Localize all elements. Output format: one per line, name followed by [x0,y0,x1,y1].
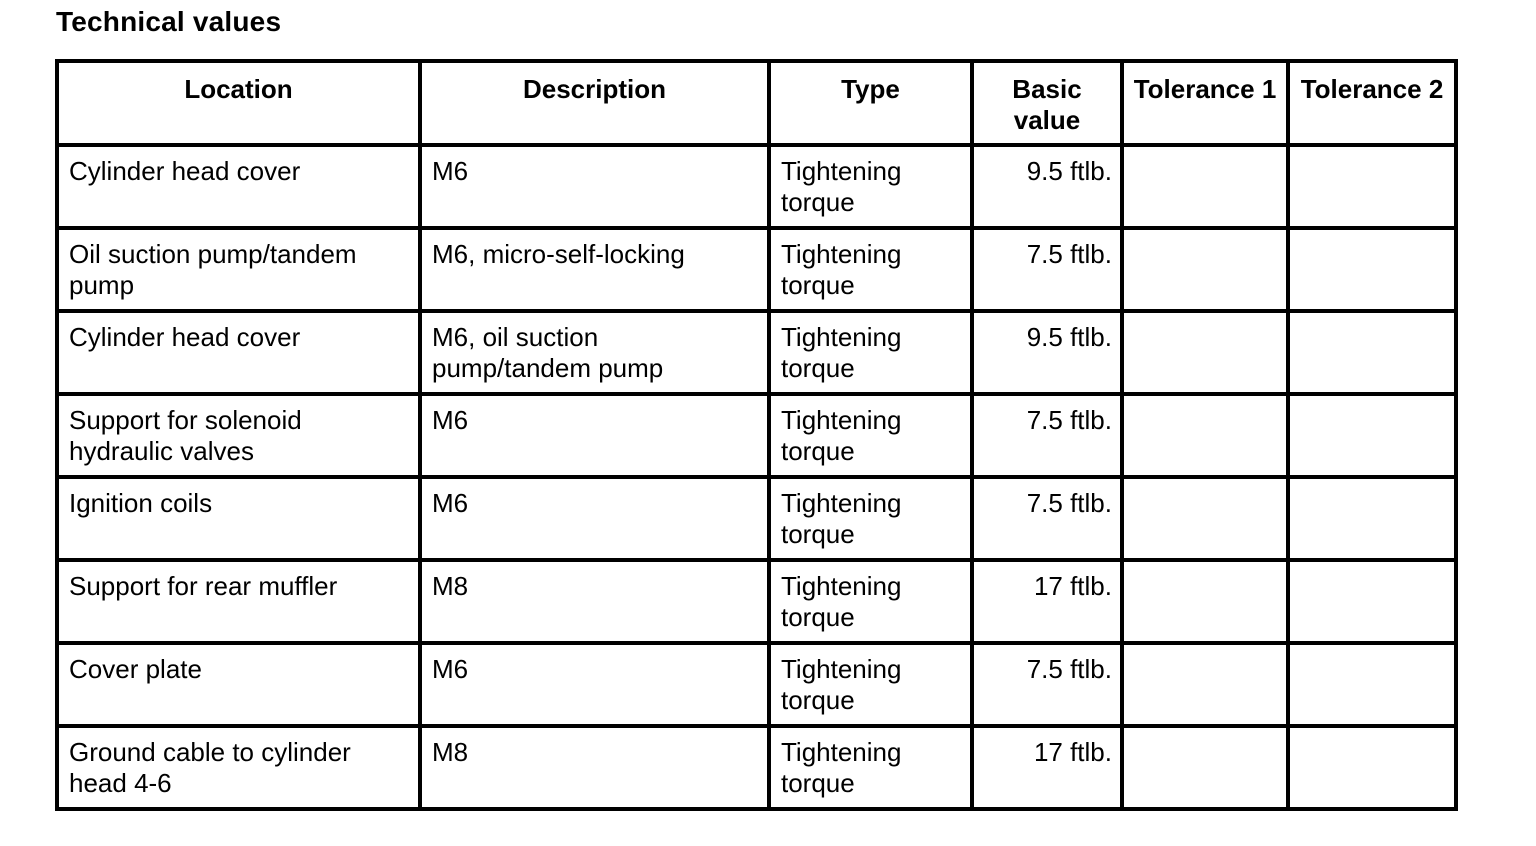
cell-tolerance-2 [1288,477,1456,560]
cell-type: Tightening torque [769,394,972,477]
cell-type: Tightening torque [769,311,972,394]
table-header-row [57,61,1456,145]
cell-location: Support for solenoid hydraulic valves [57,394,420,477]
cell-description: M6 [420,643,769,726]
table-row [57,311,1456,394]
cell-description: M8 [420,726,769,809]
cell-tolerance-1 [1122,394,1288,477]
cell-location: Cover plate [57,643,420,726]
cell-location: Cylinder head cover [57,145,420,228]
header-tolerance-2: Tolerance 2 [1288,61,1456,145]
header-location: Location [57,61,420,145]
cell-tolerance-1 [1122,145,1288,228]
cell-tolerance-2 [1288,560,1456,643]
table-row [57,145,1456,228]
cell-location: Ignition coils [57,477,420,560]
cell-type: Tightening torque [769,228,972,311]
table-row [57,560,1456,643]
cell-tolerance-1 [1122,311,1288,394]
cell-location: Ground cable to cylinder head 4-6 [57,726,420,809]
cell-basic-value: 7.5 ftlb. [972,477,1122,560]
cell-basic-value: 7.5 ftlb. [972,394,1122,477]
cell-tolerance-2 [1288,643,1456,726]
cell-tolerance-2 [1288,228,1456,311]
cell-location: Oil suction pump/tandem pump [57,228,420,311]
cell-basic-value: 17 ftlb. [972,560,1122,643]
cell-tolerance-1 [1122,643,1288,726]
technical-values-table [55,59,1458,811]
table-row [57,228,1456,311]
table-row [57,643,1456,726]
header-tolerance-1: Tolerance 1 [1122,61,1288,145]
cell-tolerance-2 [1288,311,1456,394]
cell-tolerance-2 [1288,726,1456,809]
cell-description: M6 [420,477,769,560]
cell-basic-value: 7.5 ftlb. [972,643,1122,726]
table-row [57,477,1456,560]
cell-tolerance-1 [1122,560,1288,643]
cell-basic-value: 17 ftlb. [972,726,1122,809]
cell-description: M6, micro-self-locking [420,228,769,311]
cell-description: M6, oil suction pump/tandem pump [420,311,769,394]
cell-type: Tightening torque [769,477,972,560]
cell-tolerance-2 [1288,394,1456,477]
header-description: Description [420,61,769,145]
cell-type: Tightening torque [769,145,972,228]
header-basic-value: Basic value [972,61,1122,145]
cell-tolerance-1 [1122,477,1288,560]
cell-location: Cylinder head cover [57,311,420,394]
cell-location: Support for rear muffler [57,560,420,643]
cell-basic-value: 9.5 ftlb. [972,311,1122,394]
page-title: Technical values [56,6,282,37]
cell-type: Tightening torque [769,726,972,809]
header-type: Type [769,61,972,145]
cell-basic-value: 9.5 ftlb. [972,145,1122,228]
cell-description: M6 [420,394,769,477]
table-row [57,726,1456,809]
cell-type: Tightening torque [769,643,972,726]
cell-tolerance-1 [1122,228,1288,311]
cell-tolerance-1 [1122,726,1288,809]
table-row [57,394,1456,477]
cell-tolerance-2 [1288,145,1456,228]
cell-basic-value: 7.5 ftlb. [972,228,1122,311]
cell-description: M6 [420,145,769,228]
cell-description: M8 [420,560,769,643]
cell-type: Tightening torque [769,560,972,643]
